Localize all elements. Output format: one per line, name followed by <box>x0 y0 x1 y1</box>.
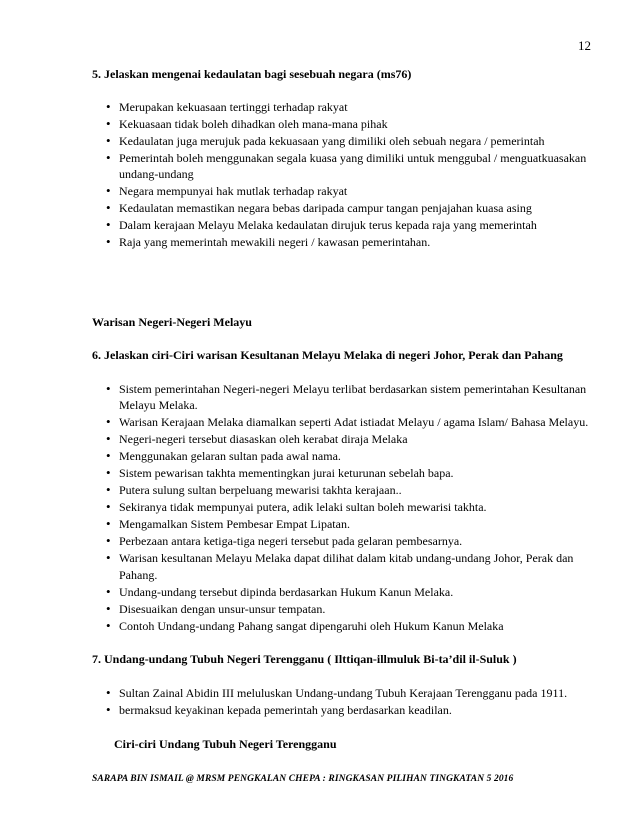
list-item: • Mengamalkan Sistem Pembesar Empat Lipatan. <box>92 516 592 533</box>
list-item: • Sekiranya tidak mempunyai putera, adik lelaki sultan boleh mewarisi takhta. <box>92 499 592 516</box>
list-item: • bermaksud keyakinan kepada pemerintah yang berdasarkan keadilan. <box>92 702 592 719</box>
question-6-title: 6. Jelaskan ciri-Ciri warisan Kesultanan Melayu Melaka di negeri Johor, Perak dan Pahang <box>92 348 563 362</box>
question-5-list <box>92 99 592 251</box>
list-item: • Negeri-negeri tersebut diasaskan oleh kerabat diraja Melaka <box>92 431 592 448</box>
list-item: • Sistem pemerintahan Negeri-negeri Melayu terlibat berdasarkan sistem pemerintahan Kesultanan Melayu Melaka. <box>92 381 592 414</box>
list-item: • Raja yang memerintah mewakili negeri / kawasan pemerintahan. <box>92 234 592 251</box>
list-item: • Negara mempunyai hak mutlak terhadap rakyat <box>92 183 592 200</box>
page-footer: SARAPA BIN ISMAIL @ MRSM PENGKALAN CHEPA : RINGKASAN PILIHAN TINGKATAN 5 2016 <box>92 774 514 784</box>
list-item: • Perbezaan antara ketiga-tiga negeri tersebut pada gelaran pembesarnya. <box>92 533 592 550</box>
section-heading: Warisan Negeri-Negeri Melayu <box>92 314 252 329</box>
list-item: • Kedaulatan memastikan negara bebas daripada campur tangan penjajahan kuasa asing <box>92 200 592 217</box>
list-item: • Warisan Kerajaan Melaka diamalkan seperti Adat istiadat Melayu / agama Islam/ Bahasa Melayu. <box>92 414 592 431</box>
document-body <box>92 66 592 753</box>
list-item: • Sistem pewarisan takhta mementingkan jurai keturunan sebelah bapa. <box>92 465 592 482</box>
question-5-title: 5. Jelaskan mengenai kedaulatan bagi sesebuah negara (ms76) <box>92 67 412 81</box>
question-7-list <box>92 685 592 719</box>
list-item: • Disesuaikan dengan unsur-unsur tempatan. <box>92 601 592 618</box>
question-7-subheading: Ciri-ciri Undang Tubuh Negeri Terengganu <box>114 737 337 751</box>
list-item: • Contoh Undang-undang Pahang sangat dipengaruhi oleh Hukum Kanun Melaka <box>92 618 592 635</box>
list-item: • Kedaulatan juga merujuk pada kekuasaan yang dimiliki oleh sebuah negara / pemerintah <box>92 133 592 150</box>
list-item: • Sultan Zainal Abidin III meluluskan Undang-undang Tubuh Kerajaan Terengganu pada 1911. <box>92 685 592 702</box>
list-item: • Putera sulung sultan berpeluang mewarisi takhta kerajaan.. <box>92 482 592 499</box>
list-item: • Menggunakan gelaran sultan pada awal nama. <box>92 448 592 465</box>
page-number: 12 <box>578 38 591 53</box>
list-item: • Undang-undang tersebut dipinda berdasarkan Hukum Kanun Melaka. <box>92 584 592 601</box>
question-6-list <box>92 381 592 635</box>
question-7-title: 7. Undang-undang Tubuh Negeri Terengganu ( Ilttiqan-illmuluk Bi-ta’dil il-Suluk ) <box>92 652 517 666</box>
list-item: • Warisan kesultanan Melayu Melaka dapat dilihat dalam kitab undang-undang Johor, Perak dan Pahang. <box>92 550 592 583</box>
list-item: • Merupakan kekuasaan tertinggi terhadap rakyat <box>92 99 592 116</box>
list-item: • Pemerintah boleh menggunakan segala kuasa yang dimiliki untuk menggubal / menguatkuasakan undang-undang <box>92 150 592 183</box>
list-item: • Kekuasaan tidak boleh dihadkan oleh mana-mana pihak <box>92 116 592 133</box>
list-item: • Dalam kerajaan Melayu Melaka kedaulatan dirujuk terus kepada raja yang memerintah <box>92 217 592 234</box>
